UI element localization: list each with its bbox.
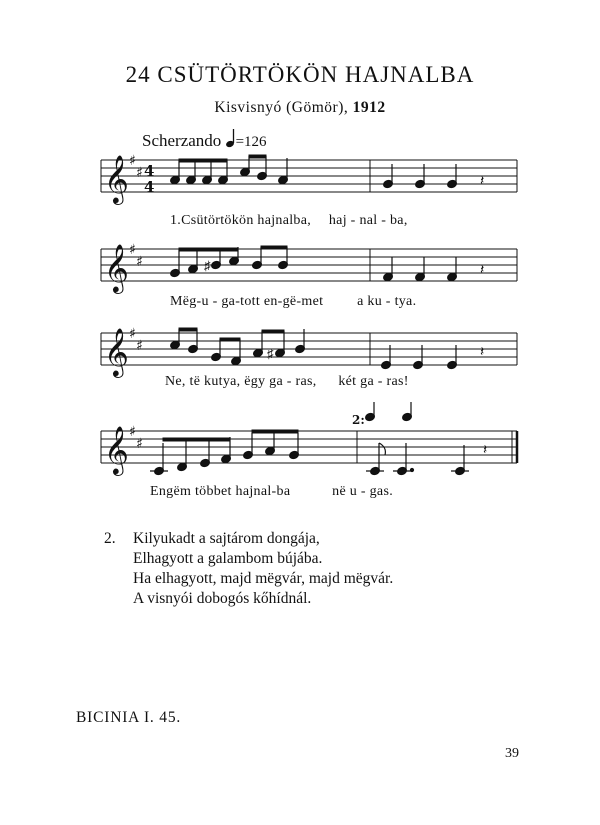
lyric-line-2-a: Mëg-u - ga-tott en-gë-met <box>170 294 324 309</box>
lyric-line-1-a: 1.Csütörtökön hajnalba, <box>170 213 312 228</box>
time-signature-top: 4 <box>144 162 155 180</box>
svg-text:♯: ♯ <box>136 254 143 270</box>
rest-icon: 𝄽 <box>480 345 485 360</box>
sharp-icon: ♯ <box>204 258 211 273</box>
notes-staff-2 <box>170 246 485 282</box>
verse-line: Kilyukadt a sajtárom dongája, <box>133 530 320 547</box>
lyric-line-1-b: haj - nal - ba, <box>328 213 408 228</box>
rest-icon: 𝄽 <box>480 174 485 189</box>
svg-text:♯: ♯ <box>129 326 136 342</box>
origin-place: Kisvisnyó (Gömör), <box>214 99 349 116</box>
second-ending-mark: 2: <box>352 413 365 427</box>
rest-icon: 𝄽 <box>480 263 485 278</box>
staff-3 <box>101 333 517 365</box>
time-signature-bottom: 4 <box>144 178 155 196</box>
svg-text:♯: ♯ <box>129 242 136 258</box>
lyric-line-2-b: a ku - tya. <box>357 294 417 309</box>
lyric-line-2 <box>170 294 416 310</box>
verse-line: Ha elhagyott, majd mëgvár, majd mëgvár. <box>133 570 394 587</box>
treble-clef-icon: 𝄞 <box>104 425 129 474</box>
lyric-line-4 <box>150 484 393 500</box>
lyric-line-3-b: két ga - ras! <box>338 374 409 389</box>
tempo-value: =126 <box>235 134 267 150</box>
svg-text:♯: ♯ <box>136 436 143 452</box>
lyric-line-1 <box>170 213 408 229</box>
verse-number: 2. <box>104 530 116 547</box>
svg-text:♯: ♯ <box>136 165 143 181</box>
treble-clef-icon: 𝄞 <box>104 327 129 376</box>
lyric-line-4-a: Engëm többet hajnal-ba <box>150 484 291 499</box>
svg-text:♯: ♯ <box>136 338 143 354</box>
staff-1 <box>101 160 517 192</box>
lyric-line-4-b: në u - gas. <box>332 484 393 499</box>
treble-clef-icon: 𝄞 <box>104 243 129 292</box>
svg-text:♯: ♯ <box>129 424 136 440</box>
svg-text:♯: ♯ <box>129 153 136 169</box>
treble-clef-icon: 𝄞 <box>104 154 129 203</box>
lyric-line-3-a: Ne, të kutya, ëgy ga - ras, <box>165 374 317 389</box>
verse-2 <box>104 529 393 609</box>
sharp-icon: ♯ <box>267 346 274 361</box>
lyric-line-3 <box>165 374 409 390</box>
clefs <box>104 153 365 476</box>
verse-line: A visnyói dobogós kőhídnál. <box>133 590 312 607</box>
origin-year: 1912 <box>352 99 386 116</box>
rest-icon: 𝄽 <box>483 443 488 458</box>
tempo-word: Scherzando <box>142 131 222 150</box>
song-title: 24 CSÜTÖRTÖKÖN HAJNALBA <box>125 62 475 87</box>
sharp-icon <box>129 153 143 452</box>
verse-line: Elhagyott a galambom bújába. <box>133 550 323 567</box>
source-reference: BICINIA I. 45. <box>76 709 182 726</box>
page-number: 39 <box>505 746 519 761</box>
